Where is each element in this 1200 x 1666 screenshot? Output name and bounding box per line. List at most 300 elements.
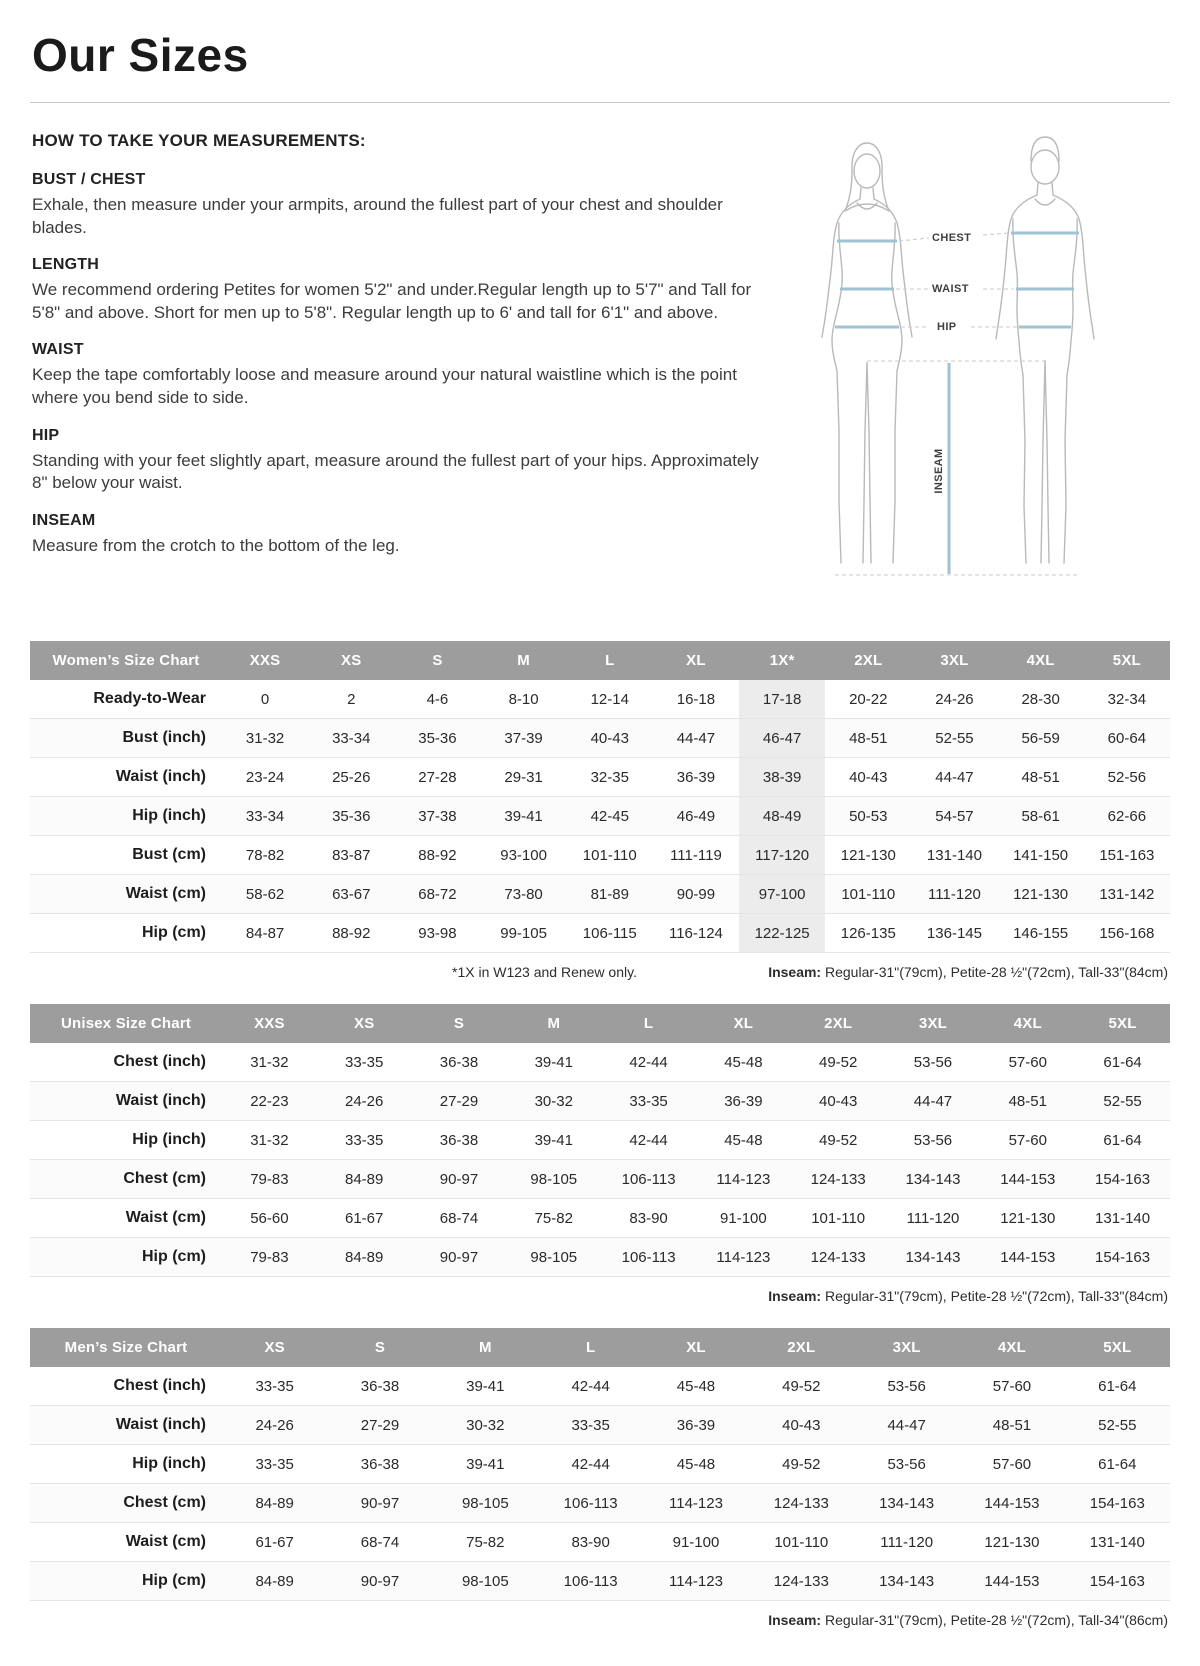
size-cell: 28-30 <box>1021 690 1060 708</box>
size-cell: 144-153 <box>984 1572 1040 1590</box>
column-header: 1X* <box>739 641 825 680</box>
size-cell: 144-153 <box>1000 1170 1056 1188</box>
size-cell: 57-60 <box>1008 1131 1047 1149</box>
size-cell: 49-52 <box>818 1131 858 1149</box>
size-cell: 53-56 <box>887 1377 926 1395</box>
size-cell: 98-105 <box>461 1572 509 1590</box>
inseam-note: Inseam: Regular-31"(79cm), Petite-28 ½"(72cm), Tall-34"(86cm) <box>768 1612 1168 1628</box>
size-cell: 98-105 <box>530 1248 578 1266</box>
size-cell: 57-60 <box>1008 1053 1047 1071</box>
size-cell: 50-53 <box>849 807 888 825</box>
size-cell: 124-133 <box>773 1572 829 1590</box>
size-cell: 91-100 <box>672 1533 720 1551</box>
size-cell: 23-24 <box>245 768 285 786</box>
table-footnotes <box>32 964 1168 980</box>
size-cell: 36-38 <box>439 1131 479 1149</box>
size-cell: 106-113 <box>621 1248 676 1266</box>
column-header: XL <box>643 1328 748 1367</box>
size-cell: 79-83 <box>250 1248 289 1266</box>
row-label: Waist (cm) <box>125 1209 206 1226</box>
section-title: INSEAM <box>32 511 96 529</box>
chest-diagram-label: CHEST <box>932 232 972 244</box>
size-cell: 98-105 <box>530 1170 578 1188</box>
size-cell: 58-62 <box>245 885 285 903</box>
table-row <box>30 1121 1170 1160</box>
size-cell: 101-110 <box>841 885 896 903</box>
size-cell: 48-51 <box>992 1416 1032 1434</box>
size-cell: 42-44 <box>571 1455 610 1473</box>
size-cell: 36-39 <box>676 768 716 786</box>
size-cell: 61-67 <box>255 1533 294 1551</box>
row-label: Bust (cm) <box>132 846 206 863</box>
size-cell: 4-6 <box>426 690 449 708</box>
size-cell: 106-113 <box>563 1572 618 1590</box>
size-cell: 111-120 <box>906 1209 960 1227</box>
size-cell: 42-44 <box>629 1053 668 1071</box>
row-label: Hip (cm) <box>142 1572 206 1589</box>
size-cell: 48-51 <box>1021 768 1060 786</box>
column-header: 5XL <box>1065 1328 1170 1367</box>
size-cell: 124-133 <box>773 1494 829 1512</box>
section-title: LENGTH <box>32 256 99 274</box>
size-cell: 114-123 <box>669 1572 723 1590</box>
size-cell: 36-39 <box>724 1092 763 1110</box>
size-cell: 84-89 <box>345 1248 384 1266</box>
column-header: 4XL <box>959 1328 1064 1367</box>
size-cell: 40-43 <box>818 1092 858 1110</box>
size-cell: 22-23 <box>250 1092 289 1110</box>
size-cell: 134-143 <box>905 1248 961 1266</box>
size-cell: 40-43 <box>849 768 888 786</box>
size-cell: 33-35 <box>571 1416 610 1434</box>
column-header: XXS <box>222 641 308 680</box>
hip-diagram-label: HIP <box>937 321 957 333</box>
size-cell: 121-130 <box>1013 885 1069 903</box>
table-row <box>30 1445 1170 1484</box>
size-cell: 144-153 <box>1000 1248 1056 1266</box>
size-cell: 31-32 <box>250 1131 289 1149</box>
size-cell: 93-98 <box>418 924 457 942</box>
row-label: Waist (cm) <box>125 885 206 902</box>
section-title: BUST / CHEST <box>32 171 146 188</box>
size-cell: 75-82 <box>466 1533 505 1551</box>
size-cell: 151-163 <box>1099 846 1155 864</box>
title-divider <box>30 102 1170 103</box>
column-header: 2XL <box>749 1328 854 1367</box>
size-cell: 20-22 <box>849 690 888 708</box>
table-row <box>30 1367 1170 1406</box>
size-cell: 44-47 <box>676 729 716 747</box>
size-cell: 39-41 <box>466 1377 505 1395</box>
size-cell: 117-120 <box>739 836 825 875</box>
unisex-size-chart-table <box>30 1004 1170 1277</box>
size-cell: 30-32 <box>466 1416 505 1434</box>
size-cell: 97-100 <box>739 875 825 914</box>
size-cell: 68-74 <box>360 1533 400 1551</box>
size-cell: 24-26 <box>345 1092 384 1110</box>
section-body: Keep the tape comfortably loose and measure around your natural waistline which is the point where you bend side to side. <box>32 365 737 408</box>
column-header: XL <box>653 641 739 680</box>
row-label: Waist (inch) <box>115 1416 206 1433</box>
row-label: Waist (cm) <box>125 1533 206 1550</box>
instruction-section <box>32 341 768 409</box>
table-row <box>30 1199 1170 1238</box>
size-cell: 25-26 <box>332 768 371 786</box>
instruction-section <box>32 256 768 324</box>
size-cell: 99-105 <box>500 924 547 942</box>
column-header: M <box>433 1328 538 1367</box>
column-header: 2XL <box>825 641 911 680</box>
size-cell: 31-32 <box>245 729 285 747</box>
size-cell: 39-41 <box>534 1131 573 1149</box>
size-cell: 68-72 <box>418 885 457 903</box>
size-cell: 33-34 <box>245 807 285 825</box>
size-cell: 121-130 <box>984 1533 1040 1551</box>
page-title: Our Sizes <box>32 29 249 81</box>
size-cell: 46-47 <box>739 719 825 758</box>
size-cell: 36-39 <box>676 1416 716 1434</box>
size-cell: 29-31 <box>504 768 543 786</box>
size-cell: 93-100 <box>500 846 547 864</box>
size-cell: 68-74 <box>439 1209 479 1227</box>
column-header: XS <box>222 1328 327 1367</box>
size-cell: 63-67 <box>332 885 371 903</box>
size-cell: 33-34 <box>332 729 371 747</box>
size-cell: 131-142 <box>1099 885 1155 903</box>
row-label: Bust (inch) <box>122 729 206 746</box>
size-cell: 83-87 <box>332 846 371 864</box>
header-row <box>30 641 1170 680</box>
column-header: 5XL <box>1084 641 1170 680</box>
size-cell: 39-41 <box>504 807 543 825</box>
size-cell: 33-35 <box>345 1131 384 1149</box>
size-cell: 33-35 <box>255 1377 294 1395</box>
size-cell: 57-60 <box>992 1377 1032 1395</box>
size-cell: 42-45 <box>590 807 629 825</box>
size-cell: 83-90 <box>571 1533 610 1551</box>
size-cell: 121-130 <box>1000 1209 1056 1227</box>
size-cell: 144-153 <box>984 1494 1040 1512</box>
row-label: Chest (cm) <box>123 1170 206 1187</box>
size-cell: 49-52 <box>782 1377 821 1395</box>
size-cell: 48-49 <box>739 797 825 836</box>
row-label: Chest (cm) <box>123 1494 206 1511</box>
column-header: XXS <box>222 1004 317 1043</box>
size-cell: 35-36 <box>332 807 371 825</box>
table-row <box>30 1082 1170 1121</box>
column-header: L <box>567 641 653 680</box>
size-cell: 0 <box>260 690 270 708</box>
size-cell: 32-35 <box>590 768 629 786</box>
size-cell: 146-155 <box>1013 924 1069 942</box>
section-body: Standing with your feet slightly apart, measure around the fullest part of your hips. Approximately 8" below your waist. <box>32 450 759 493</box>
size-cell: 49-52 <box>782 1455 821 1473</box>
table-row <box>30 1238 1170 1277</box>
header-row <box>30 1004 1170 1043</box>
size-cell: 39-41 <box>534 1053 573 1071</box>
size-cell: 45-48 <box>676 1377 716 1395</box>
size-cell: 35-36 <box>418 729 457 747</box>
size-cell: 58-61 <box>1021 807 1060 825</box>
size-cell: 53-56 <box>913 1053 953 1071</box>
column-header: 5XL <box>1075 1004 1170 1043</box>
inseam-diagram-label: INSEAM <box>933 448 945 494</box>
size-cell: 32-34 <box>1107 690 1147 708</box>
womens-size-chart-table <box>30 641 1170 953</box>
row-label: Hip (inch) <box>132 1131 206 1148</box>
size-cell: 39-41 <box>466 1455 505 1473</box>
size-cell: 61-64 <box>1103 1053 1142 1071</box>
size-cell: 48-51 <box>1008 1092 1047 1110</box>
size-cell: 90-97 <box>360 1572 400 1590</box>
section-body: Exhale, then measure under your armpits, around the fullest part of your chest and shoulder blades. <box>32 195 723 237</box>
instructions-heading: HOW TO TAKE YOUR MEASUREMENTS: <box>32 131 366 150</box>
measurement-instructions <box>30 131 768 574</box>
size-cell: 53-56 <box>887 1455 926 1473</box>
column-header: XL <box>696 1004 791 1043</box>
table-row <box>30 1562 1170 1601</box>
size-cell: 154-163 <box>1095 1248 1151 1266</box>
size-cell: 45-48 <box>676 1455 716 1473</box>
column-header: 3XL <box>854 1328 959 1367</box>
size-cell: 44-47 <box>887 1416 926 1434</box>
size-cell: 98-105 <box>461 1494 509 1512</box>
size-cell: 27-29 <box>360 1416 400 1434</box>
size-cell: 111-120 <box>928 885 981 903</box>
size-cell: 78-82 <box>245 846 285 864</box>
row-label: Chest (inch) <box>113 1053 206 1070</box>
size-cell: 60-64 <box>1107 729 1147 747</box>
column-header: S <box>327 1328 432 1367</box>
size-cell: 83-90 <box>629 1209 668 1227</box>
section-title: WAIST <box>32 341 84 359</box>
table-title: Women’s Size Chart <box>30 641 222 680</box>
size-cell: 111-119 <box>670 846 722 864</box>
size-cell: 134-143 <box>905 1170 961 1188</box>
size-cell: 40-43 <box>782 1416 821 1434</box>
size-cell: 44-47 <box>913 1092 953 1110</box>
table-row <box>30 1043 1170 1082</box>
instruction-section <box>32 427 768 495</box>
size-cell: 84-89 <box>345 1170 384 1188</box>
row-label: Ready-to-Wear <box>93 690 206 707</box>
size-cell: 31-32 <box>250 1053 289 1071</box>
column-header: M <box>506 1004 601 1043</box>
size-cell: 61-64 <box>1098 1377 1137 1395</box>
size-cell: 106-113 <box>563 1494 618 1512</box>
size-cell: 16-18 <box>676 690 716 708</box>
size-cell: 90-99 <box>676 885 716 903</box>
table-row <box>30 1484 1170 1523</box>
size-cell: 90-97 <box>360 1494 400 1512</box>
male-figure <box>996 137 1094 563</box>
size-cell: 52-55 <box>1098 1416 1137 1434</box>
row-label: Hip (cm) <box>142 1248 206 1265</box>
row-label: Waist (inch) <box>115 1092 206 1109</box>
size-cell: 88-92 <box>418 846 457 864</box>
size-cell: 27-28 <box>418 768 457 786</box>
size-cell: 79-83 <box>250 1170 289 1188</box>
size-cell: 48-51 <box>849 729 888 747</box>
size-cell: 114-123 <box>716 1170 771 1188</box>
size-cell: 84-87 <box>245 924 285 942</box>
size-cell: 12-14 <box>590 690 629 708</box>
row-label: Hip (inch) <box>132 807 206 824</box>
size-cell: 8-10 <box>508 690 539 708</box>
size-cell: 61-67 <box>345 1209 384 1227</box>
table-footnotes <box>32 1288 1168 1304</box>
table-row <box>30 1406 1170 1445</box>
section-body: Measure from the crotch to the bottom of the leg. <box>32 535 400 555</box>
mens-size-chart-table <box>30 1328 1170 1601</box>
size-cell: 131-140 <box>926 846 982 864</box>
size-cell: 33-35 <box>345 1053 384 1071</box>
size-cell: 156-168 <box>1099 924 1155 942</box>
size-cell: 37-38 <box>418 807 457 825</box>
size-cell: 36-38 <box>360 1377 400 1395</box>
size-cell: 33-35 <box>629 1092 668 1110</box>
size-cell: 17-18 <box>739 680 825 719</box>
section-body: We recommend ordering Petites for women 5'2" and under.Regular length up to 5'7" and Tall for 5'8" and above. Short for men up to 5'8". Regular length up to 6' and tall for 6'1" and above. <box>32 280 752 322</box>
size-cell: 30-32 <box>534 1092 573 1110</box>
size-cell: 126-135 <box>840 924 896 942</box>
size-cell: 52-56 <box>1107 768 1147 786</box>
size-cell: 42-44 <box>571 1377 610 1395</box>
table-row <box>30 1523 1170 1562</box>
size-cell: 42-44 <box>629 1131 668 1149</box>
row-label: Hip (inch) <box>132 1455 206 1472</box>
size-cell: 54-57 <box>935 807 974 825</box>
size-cell: 36-38 <box>360 1455 400 1473</box>
table-row <box>30 680 1170 719</box>
header-row <box>30 1328 1170 1367</box>
size-cell: 131-140 <box>1095 1209 1151 1227</box>
table-footnotes <box>32 1612 1168 1628</box>
size-cell: 52-55 <box>935 729 974 747</box>
column-header: L <box>538 1328 643 1367</box>
row-label: Chest (inch) <box>113 1377 206 1394</box>
size-cell: 111-120 <box>880 1533 934 1551</box>
size-cell: 52-55 <box>1103 1092 1142 1110</box>
size-cell: 90-97 <box>439 1170 479 1188</box>
size-cell: 24-26 <box>935 690 974 708</box>
size-cell: 24-26 <box>255 1416 294 1434</box>
size-cell: 57-60 <box>992 1455 1032 1473</box>
section-title: HIP <box>32 426 60 444</box>
size-cell: 90-97 <box>439 1248 479 1266</box>
size-cell: 141-150 <box>1013 846 1069 864</box>
size-cell: 61-64 <box>1103 1131 1142 1149</box>
size-cell: 44-47 <box>935 768 974 786</box>
asterisk-note: *1X in W123 and Renew only. <box>452 964 637 980</box>
size-cell: 121-130 <box>840 846 896 864</box>
inseam-note: Inseam: Regular-31"(79cm), Petite-28 ½"(72cm), Tall-33"(84cm) <box>768 964 1168 980</box>
table-row <box>30 758 1170 797</box>
size-cell: 101-110 <box>811 1209 866 1227</box>
unisex-size-chart <box>30 1004 1170 1304</box>
womens-size-chart <box>30 641 1170 980</box>
instruction-section <box>32 512 768 558</box>
instruction-sections <box>32 171 768 557</box>
row-label: Waist (inch) <box>115 768 206 785</box>
table-title: Unisex Size Chart <box>30 1004 222 1043</box>
column-header: S <box>394 641 480 680</box>
size-cell: 88-92 <box>332 924 371 942</box>
body-figures-illustration <box>771 131 1167 611</box>
column-header: 4XL <box>998 641 1084 680</box>
size-cell: 37-39 <box>504 729 543 747</box>
size-cell: 154-163 <box>1089 1494 1145 1512</box>
size-cell: 36-38 <box>439 1053 479 1071</box>
table-row <box>30 797 1170 836</box>
size-cell: 136-145 <box>926 924 982 942</box>
measurement-guide <box>30 131 1170 611</box>
size-cell: 45-48 <box>724 1131 763 1149</box>
table-row <box>30 836 1170 875</box>
size-cell: 33-35 <box>255 1455 294 1473</box>
size-cell: 61-64 <box>1098 1455 1137 1473</box>
table-row <box>30 719 1170 758</box>
size-cell: 131-140 <box>1089 1533 1145 1551</box>
size-cell: 62-66 <box>1107 807 1147 825</box>
size-cell: 27-29 <box>439 1092 479 1110</box>
size-cell: 40-43 <box>590 729 629 747</box>
size-cell: 75-82 <box>534 1209 573 1227</box>
size-cell: 116-124 <box>668 924 723 942</box>
size-cell: 134-143 <box>879 1572 935 1590</box>
instruction-section <box>32 171 768 239</box>
size-cell: 122-125 <box>739 914 825 953</box>
size-cell: 56-59 <box>1021 729 1060 747</box>
size-cell: 101-110 <box>774 1533 829 1551</box>
size-charts <box>30 641 1170 1628</box>
size-cell: 49-52 <box>818 1053 858 1071</box>
size-cell: 38-39 <box>739 758 825 797</box>
size-cell: 134-143 <box>879 1494 935 1512</box>
table-row <box>30 914 1170 953</box>
size-cell: 84-89 <box>255 1572 294 1590</box>
column-header: 4XL <box>980 1004 1075 1043</box>
inseam-note: Inseam: Regular-31"(79cm), Petite-28 ½"(72cm), Tall-33"(84cm) <box>768 1288 1168 1304</box>
column-header: XS <box>308 641 394 680</box>
size-cell: 114-123 <box>716 1248 771 1266</box>
size-cell: 81-89 <box>590 885 629 903</box>
size-cell: 56-60 <box>250 1209 289 1227</box>
size-cell: 106-115 <box>582 924 637 942</box>
size-cell: 101-110 <box>582 846 637 864</box>
size-cell: 154-163 <box>1089 1572 1145 1590</box>
column-header: 3XL <box>911 641 997 680</box>
column-header: S <box>412 1004 507 1043</box>
female-figure <box>822 143 912 563</box>
column-header: 2XL <box>791 1004 886 1043</box>
table-title: Men’s Size Chart <box>30 1328 222 1367</box>
size-cell: 114-123 <box>669 1494 723 1512</box>
column-header: L <box>601 1004 696 1043</box>
size-cell: 53-56 <box>913 1131 953 1149</box>
size-cell: 154-163 <box>1095 1170 1151 1188</box>
table-row <box>30 875 1170 914</box>
table-row <box>30 1160 1170 1199</box>
column-header: 3XL <box>886 1004 981 1043</box>
mens-size-chart <box>30 1328 1170 1628</box>
size-cell: 2 <box>347 690 356 708</box>
size-cell: 45-48 <box>724 1053 763 1071</box>
size-cell: 84-89 <box>255 1494 294 1512</box>
body-measurement-diagram <box>768 131 1170 611</box>
column-header: XS <box>317 1004 412 1043</box>
size-cell: 91-100 <box>720 1209 767 1227</box>
